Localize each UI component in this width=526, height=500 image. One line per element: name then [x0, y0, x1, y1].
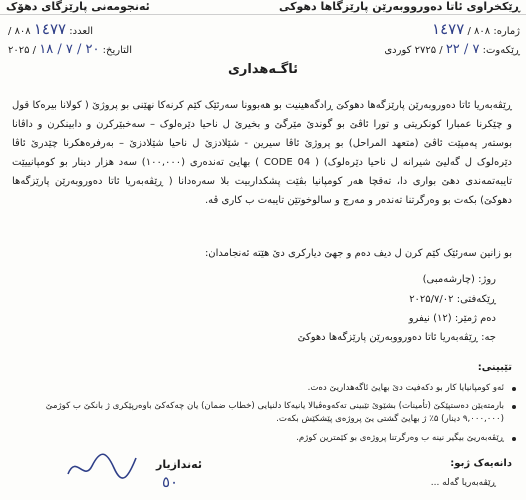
date-print: / ۲۷۲۵ کوردی	[384, 45, 443, 56]
detail-day	[423, 274, 496, 285]
detail-label: روژ:	[478, 274, 496, 285]
detail-value: (چارشەمبی)	[422, 274, 475, 285]
note-item	[34, 400, 504, 426]
detail-date	[409, 294, 496, 305]
document-title: ئاگـەهداری	[227, 62, 299, 77]
meta-number-right	[432, 20, 520, 38]
meta-date-left	[8, 42, 132, 57]
number-print: ۸۰۸ /	[467, 26, 491, 37]
bullet-icon	[512, 387, 516, 391]
signature-name	[156, 458, 202, 471]
detail-label: دەم ژمێر:	[454, 313, 496, 324]
header-divider	[0, 14, 526, 15]
bullet-icon	[512, 437, 516, 441]
detail-value: ڕێڤەبەریا ئاتا دەورووبەرێن پارێزگەها دهوکێ	[297, 332, 478, 343]
body-paragraph: ڕێڤەبەریا ئاتا دەوروبەرێن پارێزگەها دهوکێ ڕادگەهینیت بو هەبوونا سەرئێک کێم کرنەکا نهێنی بو پروژێ ( کولانا بیرەکا قول و چێکرنا عمبارا کونکریتی و تورا ئاڤێ بو گوندێ مێرگێ و بخیرێ ل ناحیا دێرەلوک – سەخبێرکرن و دابینکرن و داڤانا بوستەر پەمپێت ئاڤێ (متعهد المراحل) بو پروژێ ئاڤا سیرین - شێلادزێ ل ناحیا شێلادزێ – بەرفرەهکرنا چێدرێ ئاڤا دێرەلوک ل گەلیێ شیرانە ل ناحیا دێرەلوک) ( CODE 04 ) بهایێ تەندەری (۱۰۰,۰۰۰) سەد هزار دینار بو کومپانییێت تایبەتمەندی دهێ بواری دا، تەقچا هەر کومپانیا بڤێت پشکداربیت بلا سەرەدانا ( ڕێڤەبەریا ئاتا دەوروبەرێن پارێزگەها دهوکێ) بکەت بو وەرگرتنا تەندەر و مەرج و سالوخوتێن تایبەت ب کاری ڤە.	[12, 100, 513, 206]
signature-mark: ٥٠	[162, 473, 179, 491]
detail-value: ۲۰۲۵/۷/۰۲	[409, 294, 454, 305]
copies-line: ڕێڤەبەریا گەلە ...	[430, 478, 496, 488]
detail-label: جه:	[481, 332, 496, 343]
header-right-org: ڕێکخراوی ئاتا دەورووبەرێن پارێزگاها دهوکی	[278, 0, 520, 13]
engineer-label: ئەندازیار	[156, 458, 202, 471]
intro-line: بو زانین سەرئێک کێم کرن ل دیف دەم و جهێ دیارکری دێ هێتە ئەنجامدان:	[204, 248, 512, 259]
bullet-icon	[512, 405, 516, 409]
date-handwritten-ar: ٢٠ / ٧ / ١٨	[39, 42, 100, 57]
detail-value: (۱۲) نیفرو	[408, 313, 452, 324]
date-label-ar: التاریخ:	[102, 45, 132, 56]
copies-title: دانەیەک ژبو:	[450, 458, 512, 469]
note-text: ئەو کومپانیایا کار بو دکەفیت دێ بهایێ ئاگەهداریێ دەت.	[307, 383, 504, 393]
note-text: ڕێڤەبەریێ بیگیر نینە ب وەرگرتنا پروژەی بو کێمترین کوژم.	[296, 433, 504, 443]
note-text: بارمتەیێن دەستپێکێ (تأمینات) بشێوێ تێبینی تەکەوەڤبالا یانیەکا دلنیایی (خطاب ضمان) یان چەکەکێ باوەرپێکری ژ بانکێ ب کوژمێ (۹,۰۰۰,۰۰۰ دینار) ۵٪ ژ بهایێ گشتی یێ پروژەی پێشکێش بکەت.	[45, 401, 504, 424]
meta-number-left	[8, 20, 93, 38]
number-print-ar: ۸۰۸ /	[8, 26, 31, 37]
number-handwritten-ar: ١٤٧٧	[33, 20, 67, 38]
notes-title: تێبینی:	[477, 362, 512, 373]
date-print-ar: / ۲۰۲۵	[8, 45, 37, 56]
detail-label: ڕێکەفتی:	[456, 294, 496, 305]
meta-date-right	[384, 42, 520, 57]
note-item	[34, 382, 504, 395]
detail-place	[298, 332, 496, 343]
date-label: ڕێکەوت:	[482, 45, 520, 56]
number-label: ژمارە:	[493, 26, 520, 37]
number-label-ar: العدد:	[69, 26, 94, 37]
detail-time	[409, 313, 496, 324]
header-left-org: ئەنجومەنی پارێزگای دهۆک	[6, 0, 150, 13]
date-handwritten: ٧ / ٢٢	[445, 42, 480, 57]
number-handwritten: ١٤٧٧	[432, 20, 465, 38]
signature-scribble	[62, 444, 142, 484]
